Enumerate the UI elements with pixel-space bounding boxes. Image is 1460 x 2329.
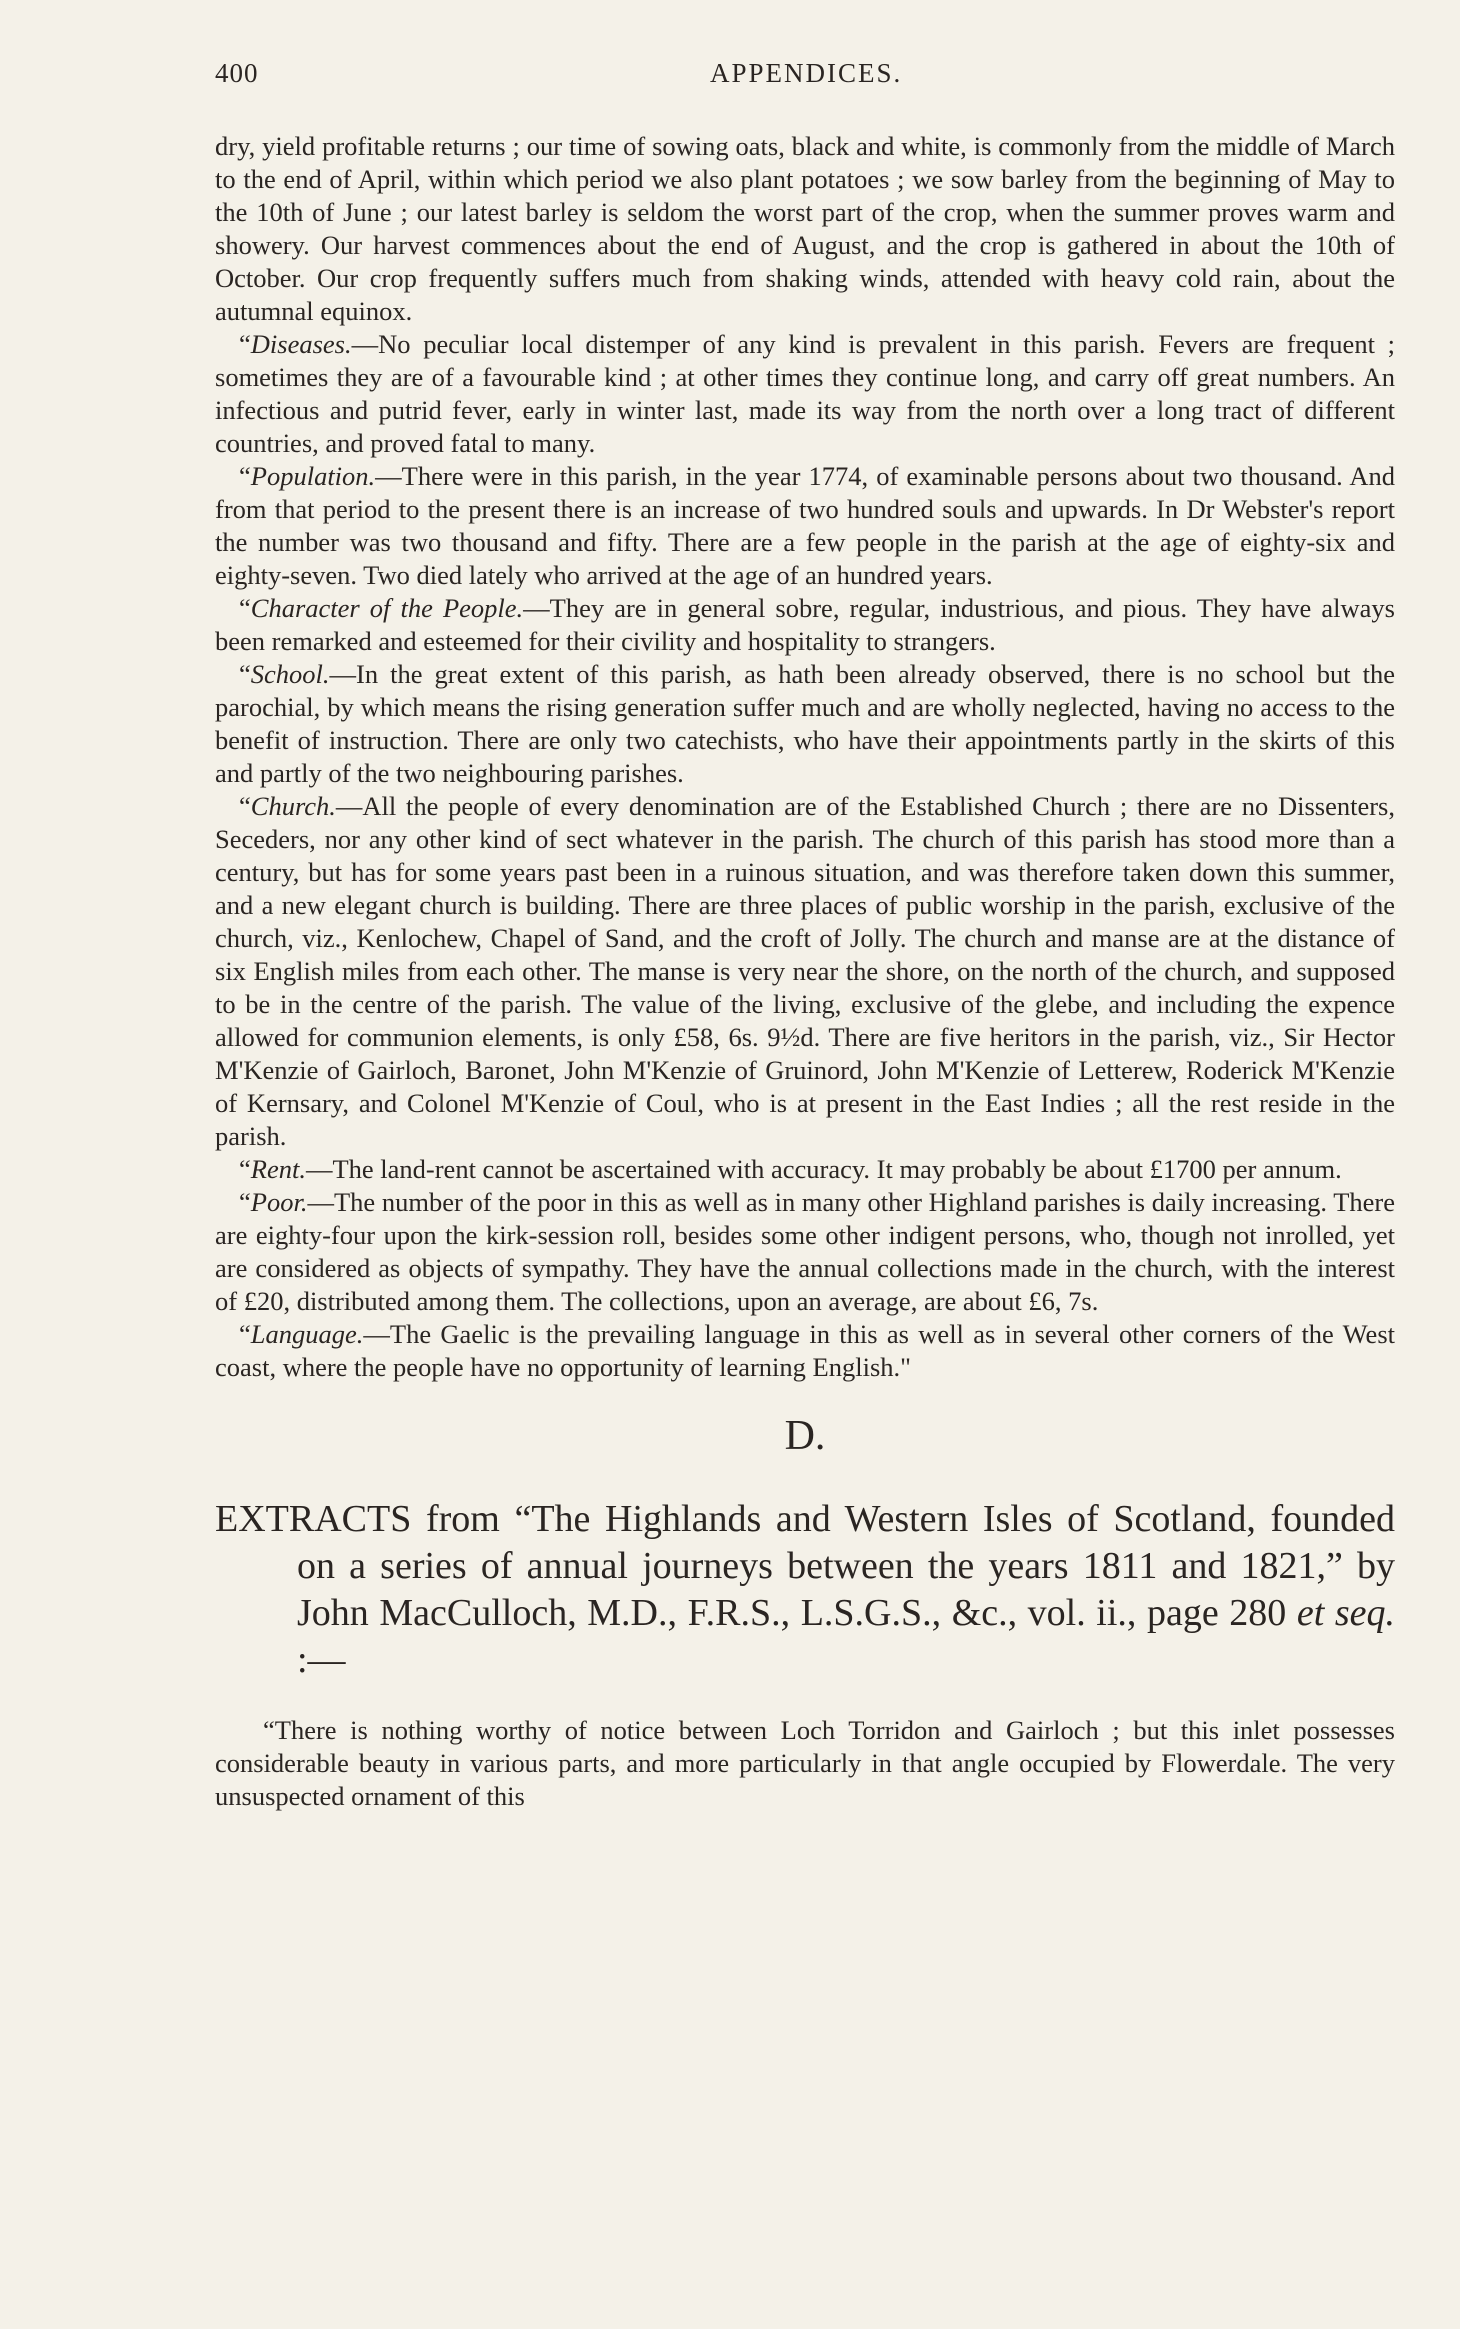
heading-rent: Rent. xyxy=(250,1154,306,1184)
paragraph-character xyxy=(215,592,1395,658)
running-title: APPENDICES. xyxy=(710,58,903,88)
heading-diseases: Diseases. xyxy=(250,329,352,359)
heading-language: Language. xyxy=(250,1319,364,1349)
text-school: —In the great extent of this parish, as hath been already observed, there is no school but the parochial, by which means the rising generation suffer much and are wholly neglected, having no access to the benefit of instruction. There are only two catechists, who have their appointments partly in the skirts of this and partly of the two neighbouring parishes. xyxy=(215,659,1395,788)
heading-character: Character of the People. xyxy=(250,593,524,623)
paragraph-rent xyxy=(215,1153,1395,1186)
heading-poor: Poor. xyxy=(250,1187,308,1217)
running-head xyxy=(215,58,1395,102)
open-quote: “ xyxy=(239,1154,251,1184)
open-quote: “ xyxy=(239,1319,251,1349)
page-number: 400 xyxy=(215,58,259,88)
text-population: —There were in this parish, in the year 1774, of examinable persons about two thousand. And from that period to the present there is an increase of two hundred souls and upwards. In Dr Webster's report the number was two thousand and fifty. There are a few people in the parish at the age of eighty-six and eighty-seven. Two died lately who arrived at the age of an hundred years. xyxy=(215,461,1395,590)
open-quote: “ xyxy=(239,461,251,491)
text-language: —The Gaelic is the prevailing language in this as well as in several other corners of the West coast, where the people have no opportunity of learning English." xyxy=(215,1319,1395,1382)
quoted-passage: “There is nothing worthy of notice between Loch Torridon and Gairloch ; but this inlet possesses considerable beauty in various parts, and more particularly in that angle occupied by Flowerdale. The very unsuspected ornament of this xyxy=(215,1715,1395,1811)
text-rent: —The land-rent cannot be ascertained with accuracy. It may probably be about £1700 per annum. xyxy=(305,1154,1342,1184)
open-quote: “ xyxy=(239,1187,251,1217)
book-page xyxy=(215,58,1395,1840)
open-quote: “ xyxy=(239,791,251,821)
text-character: —They are in general sobre, regular, industrious, and pious. They have always been remarked and esteemed for their civility and hospitality to strangers. xyxy=(215,593,1395,656)
extracts-heading-tail: :— xyxy=(297,1639,346,1681)
paragraph-population xyxy=(215,460,1395,592)
paragraph-diseases xyxy=(215,328,1395,460)
extracts-heading-italic: et seq. xyxy=(1296,1592,1396,1634)
section-letter: D. xyxy=(784,1413,826,1459)
body-text xyxy=(215,130,1395,1384)
open-quote: “ xyxy=(239,593,251,623)
heading-school: School. xyxy=(250,659,330,689)
text-poor: —The number of the poor in this as well as in many other Highland parishes is daily increasing. There are eighty-four upon the kirk-session roll, besides some other indigent persons, who, though not inrolled, yet are considered as objects of sympathy. They have the annual collections made in the church, with the interest of £20, distributed among them. The collections, upon an average, are about £6, 7s. xyxy=(215,1187,1395,1316)
paragraph-poor xyxy=(215,1186,1395,1318)
extracts-heading xyxy=(215,1496,1395,1684)
open-quote: “ xyxy=(239,659,251,689)
paragraph-church xyxy=(215,790,1395,1153)
extracts-heading-main: EXTRACTS from “The Highlands and Western Isles of Scotland, founded on a series of annual journeys between the years 1811 and 1821,” by John MacCulloch, M.D., F.R.S., L.S.G.S., &c., vol. ii., page 280 xyxy=(215,1498,1395,1634)
text-church: —All the people of every denomination are of the Established Church ; there are no Dissenters, Seceders, nor any other kind of sect whatever in the parish. The church of this parish has stood more than a century, but has for some years past been in a ruinous situation, and was therefore taken down this summer, and a new elegant church is building. There are three places of public worship in the parish, exclusive of the church, viz., Kenlochew, Chapel of Sand, and the croft of Jolly. The church and manse are at the distance of six English miles from each other. The manse is very near the shore, on the north of the church, and supposed to be in the centre of the parish. The value of the living, exclusive of the glebe, and including the expence allowed for communion elements, is only £58, 6s. 9½d. There are five heritors in the parish, viz., Sir Hector M'Kenzie of Gairloch, Baronet, John M'Kenzie of Gruinord, John M'Kenzie of Letterew, Roderick M'Kenzie of Kernsary, and Colonel M'Kenzie of Coul, who is at present in the East Indies ; all the rest reside in the parish. xyxy=(215,791,1395,1151)
open-quote: “ xyxy=(239,329,251,359)
paragraph-crops: dry, yield profitable returns ; our time of sowing oats, black and white, is commonly from the middle of March to the end of April, within which period we also plant potatoes ; we sow barley from the beginning of May to the 10th of June ; our latest barley is seldom the worst part of the crop, when the summer proves warm and showery. Our harvest commences about the end of August, and the crop is gathered in about the 10th of October. Our crop frequently suffers much from shaking winds, attended with heavy cold rain, about the autumnal equinox. xyxy=(215,131,1395,326)
heading-population: Population. xyxy=(250,461,376,491)
text-diseases: —No peculiar local distemper of any kind is prevalent in this parish. Fevers are frequent ; sometimes they are of a favourable kind ; at other times they continue long, and carry off great numbers. An infectious and putrid fever, early in winter last, made its way from the north over a long tract of different countries, and proved fatal to many. xyxy=(215,329,1395,458)
paragraph-language xyxy=(215,1318,1395,1384)
paragraph-school xyxy=(215,658,1395,790)
heading-church: Church. xyxy=(250,791,336,821)
